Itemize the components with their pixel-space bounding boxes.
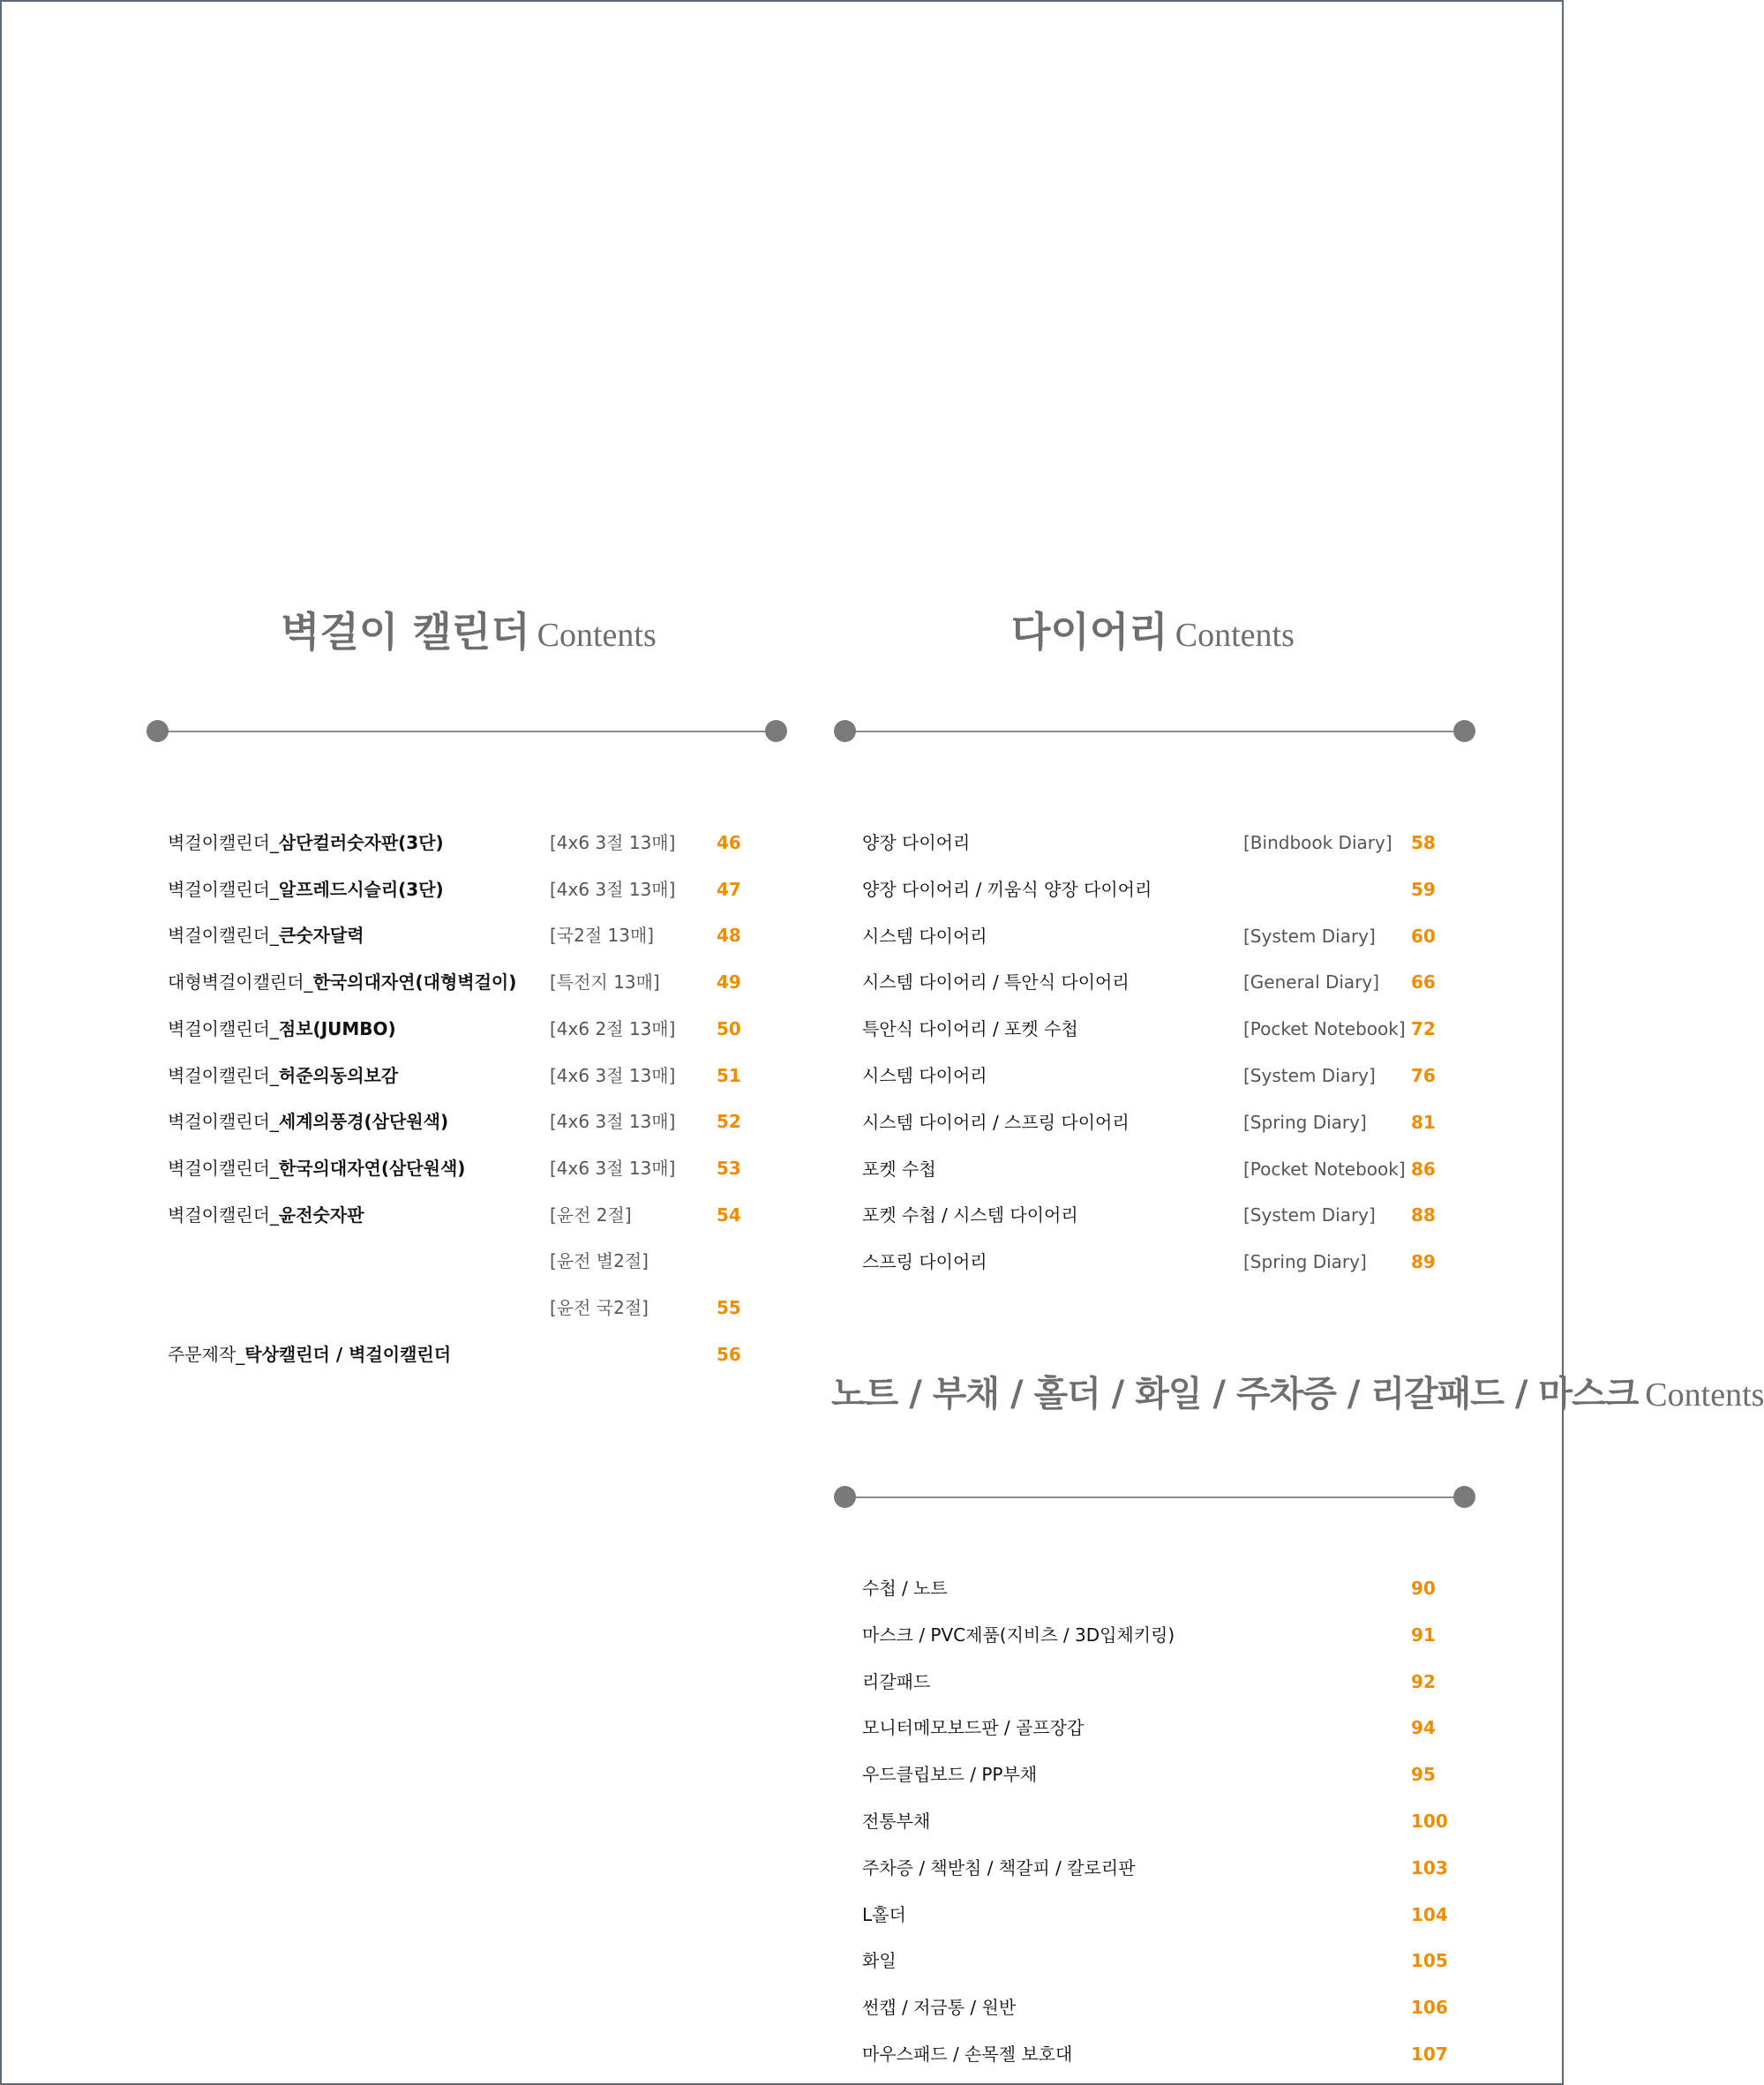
item-title: 알프레드시슬리(3단) [278,879,444,900]
item-spec: [4x6 3절 13매] [550,1065,676,1086]
item-name: 양장 다이어리 [862,832,971,853]
item-spec: [윤전 국2절] [550,1297,649,1318]
item-name [168,1202,364,1228]
list-item [862,1994,1462,2021]
item-name: 시스템 다이어리 [862,926,987,947]
item-page-number: 91 [1411,1624,1436,1646]
item-page-number: 81 [1411,1112,1436,1133]
item-name [168,1341,451,1368]
item-prefix: 벽걸이캘린더_ [168,1065,279,1086]
item-page-number: 107 [1411,2044,1448,2065]
item-name: 양장 다이어리 / 끼움식 양장 다이어리 [862,879,1152,900]
divider-dot-left [834,720,856,742]
list-item [168,1202,785,1228]
item-spec: [4x6 3절 13매] [550,832,676,853]
item-prefix: 벽걸이캘린더_ [168,1204,279,1226]
list-item [862,1855,1462,1881]
item-name: 우드클립보드 / PP부채 [862,1764,1038,1785]
item-name [168,1155,465,1181]
item-page-number: 105 [1411,1950,1448,1971]
item-page-number: 66 [1411,971,1436,993]
item-prefix: 주문제작_ [168,1344,245,1365]
list-item [862,1249,1462,1275]
item-name [168,1016,396,1042]
item-title: 한국의대자연(대형벽걸이) [312,971,517,993]
item-spec: [4x6 2절 13매] [550,1018,676,1039]
item-page-number: 103 [1411,1857,1448,1879]
item-name [168,829,444,856]
list-item [168,1108,785,1135]
list-item [862,1901,1462,1928]
list-item [862,1202,1462,1228]
item-name: 수첩 / 노트 [862,1578,948,1599]
item-name [168,1108,448,1135]
item-title: 점보(JUMBO) [278,1018,396,1039]
item-title: 삼단컬러숫자판(3단) [278,832,444,853]
item-prefix: 벽걸이캘린더_ [168,879,279,900]
divider-dot-right [765,720,787,742]
item-name: 마스크 / PVC제품(지비츠 / 3D입체키링) [862,1624,1175,1646]
divider-dot-right [1453,1486,1475,1508]
item-spec: [System Diary] [1243,926,1376,947]
item-page-number: 94 [1411,1717,1436,1738]
item-prefix: 벽걸이캘린더_ [168,925,279,946]
item-name: 마우스패드 / 손목젤 보호대 [862,2044,1073,2065]
item-page-number: 106 [1411,1997,1448,2018]
item-name: 전통부채 [862,1811,931,1832]
item-spec: [System Diary] [1243,1065,1376,1086]
list-item [862,923,1462,949]
list-item [862,1761,1462,1788]
item-spec: [General Diary] [1243,971,1380,993]
notes-section-title [831,1366,1764,1416]
item-name: 시스템 다이어리 / 특안식 다이어리 [862,971,1130,993]
item-prefix: 벽걸이캘린더_ [168,1158,279,1179]
item-spec: [Pocket Notebook] [1243,1018,1406,1039]
diary-title-en: Contents [1175,617,1295,654]
item-name: 포켓 수첩 [862,1159,936,1180]
item-name [168,969,516,995]
list-item [862,1062,1462,1089]
notes-title-en: Contents [1645,1376,1764,1414]
item-name: 포켓 수첩 / 시스템 다이어리 [862,1204,1078,1226]
list-item [862,1109,1462,1136]
item-name [168,876,444,903]
item-title: 허준의동의보감 [278,1065,399,1086]
item-page-number: 58 [1411,832,1436,853]
item-spec: [System Diary] [1243,1204,1376,1226]
item-page-number: 51 [717,1065,741,1086]
wall-calendar-section-title [281,600,657,658]
diary-divider [834,720,1475,743]
item-page-number: 59 [1411,879,1436,900]
item-spec: [Spring Diary] [1243,1251,1367,1272]
list-item [862,1156,1462,1182]
item-prefix: 벽걸이캘린더_ [168,1111,279,1132]
item-spec: [Bindbook Diary] [1243,832,1392,853]
item-prefix: 벽걸이캘린더_ [168,1018,279,1039]
list-item [862,1714,1462,1741]
list-item [862,1669,1462,1695]
item-title: 세계의풍경(삼단원색) [278,1111,449,1132]
list-item [862,969,1462,995]
item-page-number: 56 [717,1344,741,1365]
list-item [168,1062,785,1089]
item-page-number: 49 [717,971,741,993]
item-title: 한국의대자연(삼단원색) [278,1158,466,1179]
item-name: 특안식 다이어리 / 포켓 수첩 [862,1018,1078,1039]
item-name: 시스템 다이어리 [862,1065,987,1086]
item-spec: [4x6 3절 13매] [550,1111,676,1132]
item-page-number: 89 [1411,1251,1436,1272]
notes-title-ko: 노트 / 부채 / 홀더 / 화일 / 주차증 / 리갈패드 / 마스크 [831,1374,1639,1414]
wall-calendar-title-en: Contents [537,617,657,654]
item-name: 화일 [862,1950,897,1971]
item-prefix: 대형벽걸이캘린더_ [168,971,313,993]
list-item [168,969,785,995]
list-item [168,1016,785,1042]
list-item [168,1294,785,1321]
item-page-number: 100 [1411,1811,1448,1832]
item-name: 모니터메모보드판 / 골프장갑 [862,1717,1085,1738]
item-page-number: 95 [1411,1764,1436,1785]
list-item [862,1947,1462,1974]
item-name: 썬캡 / 저금통 / 원반 [862,1997,1017,2018]
diary-section-title [1011,600,1295,658]
notes-divider [834,1486,1475,1509]
list-item [168,1248,785,1274]
item-page-number: 54 [717,1204,741,1226]
list-item [862,876,1462,903]
item-page-number: 90 [1411,1578,1436,1599]
item-page-number: 48 [717,925,741,946]
item-page-number: 55 [717,1297,741,1318]
item-page-number: 60 [1411,926,1436,947]
item-title: 큰숫자달력 [278,925,364,946]
item-spec: [Pocket Notebook] [1243,1159,1406,1180]
item-name [168,1062,398,1089]
item-name: 리갈패드 [862,1671,931,1692]
divider-dot-left [146,720,169,742]
item-prefix: 벽걸이캘린더_ [168,832,279,853]
wall-calendar-title-ko: 벽걸이 캘린더 [281,608,530,656]
list-item [168,876,785,903]
item-title: 윤전숫자판 [278,1204,364,1226]
item-page-number: 53 [717,1158,741,1179]
list-item [862,1575,1462,1601]
item-page-number: 52 [717,1111,741,1132]
list-item [862,1622,1462,1648]
list-item [168,922,785,949]
item-page-number: 104 [1411,1904,1448,1925]
item-name: 주차증 / 책받침 / 책갈피 / 칼로리판 [862,1857,1136,1879]
list-item [862,1016,1462,1042]
wall-calendar-divider [146,720,787,743]
item-title: 탁상캘린더 / 벽걸이캘린더 [244,1344,452,1365]
item-name [168,922,364,949]
item-page-number: 47 [717,879,741,900]
list-item [862,1808,1462,1834]
item-page-number: 86 [1411,1159,1436,1180]
item-page-number: 92 [1411,1671,1436,1692]
item-spec: [국2절 13매] [550,925,655,946]
divider-dot-left [834,1486,856,1508]
diary-title-ko: 다이어리 [1011,608,1168,656]
item-spec: [특전지 13매] [550,971,660,993]
item-name: L홀더 [862,1904,906,1925]
item-page-number: 50 [717,1018,741,1039]
item-page-number: 88 [1411,1204,1436,1226]
list-item [168,1155,785,1181]
divider-dot-right [1453,720,1475,742]
item-page-number: 46 [717,832,741,853]
item-spec: [윤전 별2절] [550,1250,649,1271]
list-item [862,2041,1462,2067]
list-item [168,1341,785,1368]
item-spec: [윤전 2절] [550,1204,632,1226]
list-item [862,829,1462,856]
item-page-number: 72 [1411,1018,1436,1039]
item-spec: [Spring Diary] [1243,1112,1367,1133]
item-page-number: 76 [1411,1065,1436,1086]
list-item [168,829,785,856]
item-spec: [4x6 3절 13매] [550,1158,676,1179]
item-name: 스프링 다이어리 [862,1251,987,1272]
item-spec: [4x6 3절 13매] [550,879,676,900]
item-name: 시스템 다이어리 / 스프링 다이어리 [862,1112,1130,1133]
